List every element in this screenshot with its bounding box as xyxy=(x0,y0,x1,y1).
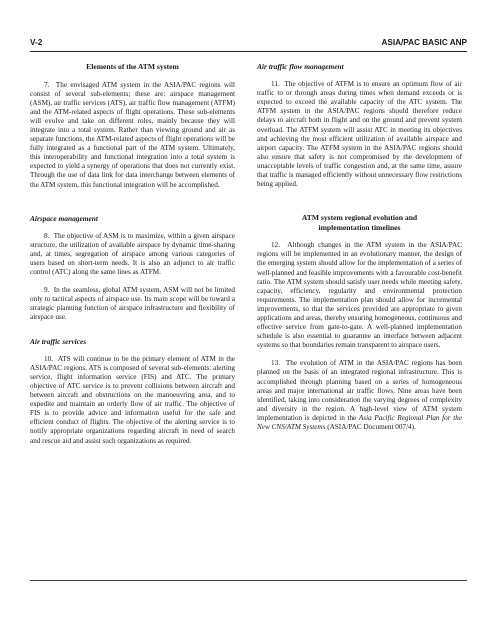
paragraph-13-text: 13. The evolution of ATM in the ASIA/PAC regions has been planned on the basis of an integrated regional infrastructure. This is accomplished through planning based on a series of homogeneous areas and major international air traffic flows. Nine areas have been identified, taking into consideration the varying degrees of complexity and diversity in the region. A high-level view of ATM system implementation is depicted in the xyxy=(257,359,462,422)
section-heading-air-traffic-services: Air traffic services xyxy=(30,336,87,346)
section-heading-elements: Elements of the ATM system xyxy=(86,62,179,71)
document-title: ASIA/PAC BASIC ANP xyxy=(381,38,467,47)
paragraph-7: 7. The envisaged ATM system in the ASIA/PAC regions will consist of several sub-elements; these are: airspace management (ASM), air traffic services (ATS), air traffic flow management (ATFM) and the ATM-related aspects of flight operations. These sub-elements will evolve and take on different roles, mainly because they will integrate into a total system. Rather than viewing ground and air as separate functions, the ATM-related aspects of flight operations will be fully integrated as a functional part of the ATM system. Ultimately, this interoperability and functional integration into a total system is expected to yield a synergy of operations that does not currently exist. Through the use of data link for data interchange between elements of the ATM system, this functional integration will be accomplished. xyxy=(30,80,235,189)
header-rule xyxy=(30,51,467,52)
paragraph-9: 9. In the seamless, global ATM system, ASM will not be limited only to tactical aspects of airspace use. Its main scope will be toward a strategic planning function of airspace infrastructure and flexibility of airspace use. xyxy=(30,286,235,322)
page-header xyxy=(30,38,467,50)
paragraph-8: 8. The objective of ASM is to maximize, within a given airspace structure, the utilization of available airspace by dynamic time-sharing and, at times, segregation of airspace among various categories of users based on short-term needs. It is also an adjunct to air traffic control (ATC) along the same lines as ATFM. xyxy=(30,231,235,277)
paragraph-11: 11. The objective of ATFM is to ensure an optimum flow of air traffic to or through areas during times when demand exceeds or is expected to exceed the available capacity of the ATC system. The ATFM system in the ASIA/PAC regions should therefore reduce delays to aircraft both in flight and on the ground and prevent system overload. The ATFM system will assist ATC in meeting its objectives and achieving the most efficient utilization of available airspace and airport capacity. The ATFM system in the ASIA/PAC regions should also ensure that safety is not compromised by the development of unacceptable levels of traffic congestion and, at the same time, assure that traffic is managed efficiently without unnecessary flow restrictions being applied. xyxy=(257,80,462,189)
left-column xyxy=(30,62,235,446)
paragraph-12: 12. Although changes in the ATM system in the ASIA/PAC regions will be implemented in an evolutionary manner, the design of the emerging system should allow for the implementation of a series of well-planned and feasible improvements with a favourable cost-benefit ratio. The ATM system should satisfy user needs while meeting safety, capacity, efficiency, regularity and environmental protection requirements. The implementation plan should allow for incremental improvements, so that the services provided are appropriate to given applications and areas, thereby ensuring homogeneous, continuous and effective service from gate-to-gate. A well-planned implementation schedule is also essential to guarantee an interface between adjacent systems so that boundaries remain transparent to airspace users. xyxy=(257,241,462,350)
section-heading-evolution-line2: implementation timelines xyxy=(318,222,401,232)
paragraph-10: 10. ATS will continue to be the primary element of ATM in the ASIA/PAC regions. ATS is composed of several sub-elements: alerting service, flight information service (FIS) and ATC. The primary objective of ATC service is to prevent collisions between aircraft and between aircraft and obstructions on the manoeuvring area, and to expedite and maintain an orderly flow of air traffic. The objective of FIS is to provide advice and information useful for the safe and efficient conduct of flights. The objective of the alerting service is to notify appropriate organizations regarding aircraft in need of search and rescue aid and assist such organizations as required. xyxy=(30,354,235,445)
section-heading-airspace-management: Airspace management xyxy=(30,213,98,223)
right-column xyxy=(257,62,462,432)
paragraph-13-tail: (ASIA/PAC Document 007/4). xyxy=(325,423,416,431)
section-heading-atfm: Air traffic flow management xyxy=(257,62,344,71)
page-number: V-2 xyxy=(30,38,43,47)
regional-plan-reference: Asia Pacific Regional Plan for the New CNS/ATM Systems xyxy=(257,413,463,431)
footer-rule xyxy=(30,580,467,581)
paragraph-13 xyxy=(257,359,462,432)
section-heading-evolution-line1: ATM system regional evolution and xyxy=(301,213,418,223)
